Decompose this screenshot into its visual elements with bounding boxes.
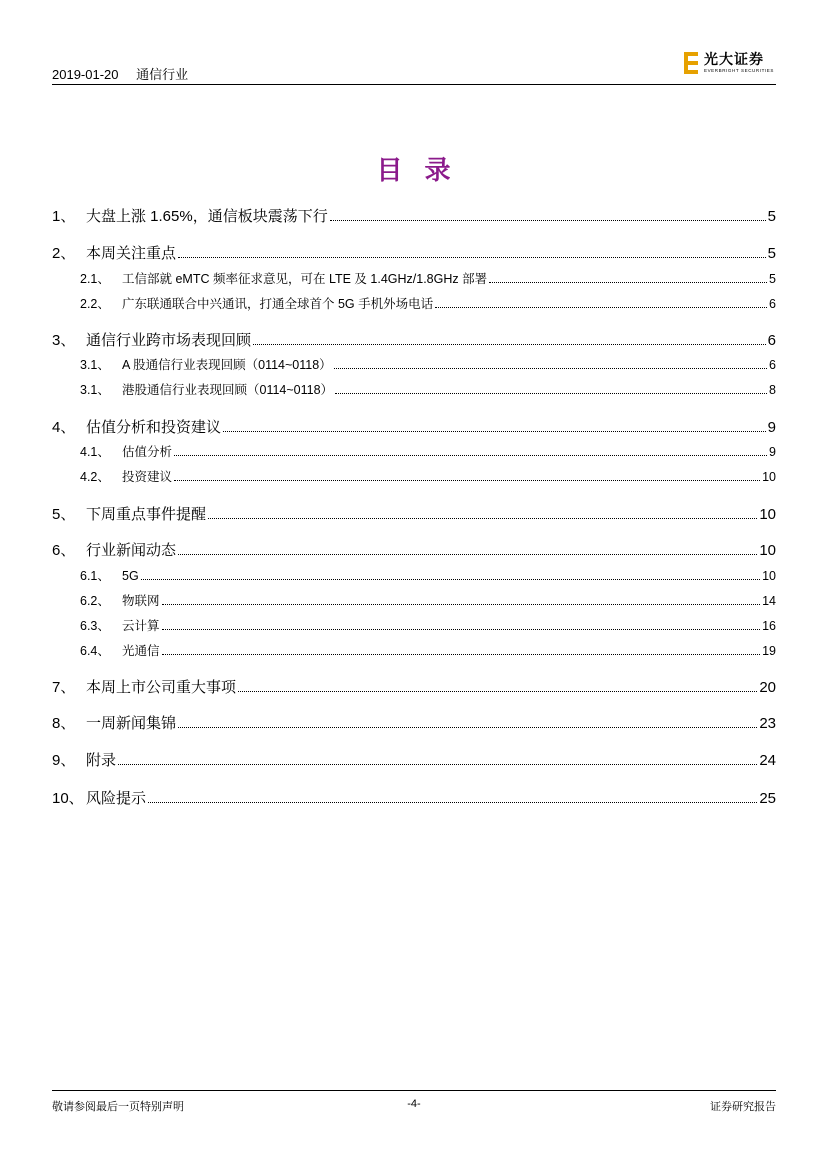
toc-entry-page: 10	[762, 569, 776, 583]
toc-entry-page: 5	[767, 245, 776, 262]
header-info	[52, 64, 188, 83]
toc-entry-label: 物联网	[122, 594, 160, 608]
toc-entry-label: 大盘上涨 1.65%，通信板块震荡下行	[86, 208, 328, 225]
toc-entry[interactable]	[52, 467, 776, 485]
toc-entry-number: 2.2、	[80, 297, 110, 311]
logo-en-text: EVERBRIGHT SECURITIES	[703, 67, 774, 73]
toc-entry-label: 行业新闻动态	[86, 542, 177, 559]
toc-dot-leader	[238, 691, 757, 692]
toc-entry-number: 2.1、	[80, 272, 110, 286]
toc-entry-label: 下周重点事件提醒	[86, 506, 207, 523]
toc-entry-page: 6	[769, 358, 776, 372]
toc-dot-leader	[253, 344, 766, 345]
page-header	[52, 51, 776, 85]
toc-entry-number: 1、	[52, 208, 76, 225]
toc-entry-label: 港股通信行业表现回顾（0114~0118）	[122, 383, 334, 397]
toc-entry-number: 2、	[52, 245, 76, 262]
footer-report-type: 证券研究报告	[710, 1101, 776, 1113]
toc-entry[interactable]	[52, 787, 776, 808]
toc-entry-number: 6.4、	[80, 644, 110, 658]
toc-entry[interactable]	[52, 749, 776, 770]
toc-entry-label: 一周新闻集锦	[86, 715, 177, 732]
toc-entry-label: 风险提示	[86, 790, 147, 807]
toc-entry-number: 8、	[52, 715, 76, 732]
toc-entry[interactable]	[52, 329, 776, 350]
toc-dot-leader	[435, 307, 767, 308]
page-footer	[52, 1090, 776, 1113]
toc-entry-label: 工信部就 eMTC 频率征求意见，可在 LTE 及 1.4GHz/1.8GHz 部署	[122, 272, 488, 286]
toc-entry-number: 4.2、	[80, 470, 110, 484]
toc-entry-label: 附录	[86, 752, 117, 769]
toc-entry-label: 估值分析和投资建议	[86, 419, 222, 436]
toc-entry-number: 4.1、	[80, 445, 110, 459]
toc-entry-label: 云计算	[122, 619, 160, 633]
toc-entry-number: 10、	[52, 790, 84, 807]
toc-entry-page: 5	[767, 208, 776, 225]
toc-entry-number: 9、	[52, 752, 76, 769]
toc-entry[interactable]	[52, 294, 776, 312]
toc-entry[interactable]	[52, 641, 776, 659]
toc-entry-page: 6	[767, 332, 776, 349]
toc-entry-number: 3.1、	[80, 358, 110, 372]
toc-entry-page: 16	[762, 619, 776, 633]
logo-cn-text: 光大证券	[703, 51, 764, 68]
toc-entry-page: 10	[759, 506, 776, 523]
toc-entry-label: 5G	[122, 569, 139, 583]
toc-entry-page: 5	[769, 272, 776, 286]
toc-entry-label: 投资建议	[122, 470, 173, 484]
toc-entry[interactable]	[52, 712, 776, 733]
toc-entry-page: 10	[759, 542, 776, 559]
toc-entry-page: 8	[769, 383, 776, 397]
toc-dot-leader	[148, 802, 757, 803]
toc-entry-label: 估值分析	[122, 445, 173, 459]
toc-entry[interactable]	[52, 242, 776, 263]
toc-title: 目录	[376, 156, 473, 186]
toc-dot-leader	[174, 480, 760, 481]
toc-entry-number: 6.1、	[80, 569, 110, 583]
toc-entry-label: 本周关注重点	[86, 245, 177, 262]
toc-entry-page: 14	[762, 594, 776, 608]
toc-dot-leader	[489, 282, 767, 283]
toc-dot-leader	[174, 455, 767, 456]
everbright-logo	[684, 50, 774, 76]
toc-entry-number: 7、	[52, 679, 76, 696]
toc-dot-leader	[162, 629, 761, 630]
toc-entry-page: 19	[762, 644, 776, 658]
toc-entry-page: 6	[769, 297, 776, 311]
toc-entry[interactable]	[52, 616, 776, 634]
toc-dot-leader	[178, 727, 757, 728]
toc-entry-label: 光通信	[122, 644, 160, 658]
toc-entry-number: 6、	[52, 542, 76, 559]
footer-page-number: -4-	[407, 1098, 421, 1110]
toc-entry-number: 3、	[52, 332, 76, 349]
toc-entry[interactable]	[52, 566, 776, 584]
toc-entry-page: 24	[759, 752, 776, 769]
toc-entry[interactable]	[52, 355, 776, 373]
toc-entry-label: A 股通信行业表现回顾（0114~0118）	[122, 358, 332, 372]
toc-entry[interactable]	[52, 416, 776, 437]
toc-dot-leader	[335, 393, 767, 394]
toc-entry-label: 本周上市公司重大事项	[86, 679, 237, 696]
toc-entry-number: 4、	[52, 419, 76, 436]
footer-disclaimer: 敬请参阅最后一页特别声明	[52, 1101, 184, 1113]
toc-entry[interactable]	[52, 539, 776, 560]
toc-dot-leader	[178, 257, 766, 258]
toc-entry[interactable]	[52, 269, 776, 287]
toc-entry-page: 9	[769, 445, 776, 459]
toc-entry[interactable]	[52, 676, 776, 697]
toc-dot-leader	[330, 220, 766, 221]
toc-entry-label: 通信行业跨市场表现回顾	[86, 332, 252, 349]
toc-entry[interactable]	[52, 380, 776, 398]
toc-entry-page: 23	[759, 715, 776, 732]
report-date: 2019-01-20	[52, 67, 119, 82]
toc-dot-leader	[141, 579, 760, 580]
toc-entry-number: 5、	[52, 506, 76, 523]
toc-entry-page: 10	[762, 470, 776, 484]
toc-entry-number: 3.1、	[80, 383, 110, 397]
toc-dot-leader	[162, 654, 761, 655]
toc-dot-leader	[223, 431, 766, 432]
toc-entry-page: 9	[767, 419, 776, 436]
toc-entry-page: 20	[759, 679, 776, 696]
toc-entry[interactable]	[52, 205, 776, 226]
industry-name: 通信行业	[136, 67, 189, 82]
toc-entry[interactable]	[52, 442, 776, 460]
toc-entry-number: 6.2、	[80, 594, 110, 608]
toc-dot-leader	[118, 764, 757, 765]
toc-entry-number: 6.3、	[80, 619, 110, 633]
toc-entry-page: 25	[759, 790, 776, 807]
toc-entry[interactable]	[52, 503, 776, 524]
toc-entry-label: 广东联通联合中兴通讯，打通全球首个 5G 手机外场电话	[122, 297, 434, 311]
toc-dot-leader	[162, 604, 761, 605]
toc-dot-leader	[178, 554, 757, 555]
toc-entry[interactable]	[52, 591, 776, 609]
toc-dot-leader	[334, 368, 767, 369]
logo-mark-icon	[684, 52, 698, 74]
toc-dot-leader	[208, 518, 757, 519]
